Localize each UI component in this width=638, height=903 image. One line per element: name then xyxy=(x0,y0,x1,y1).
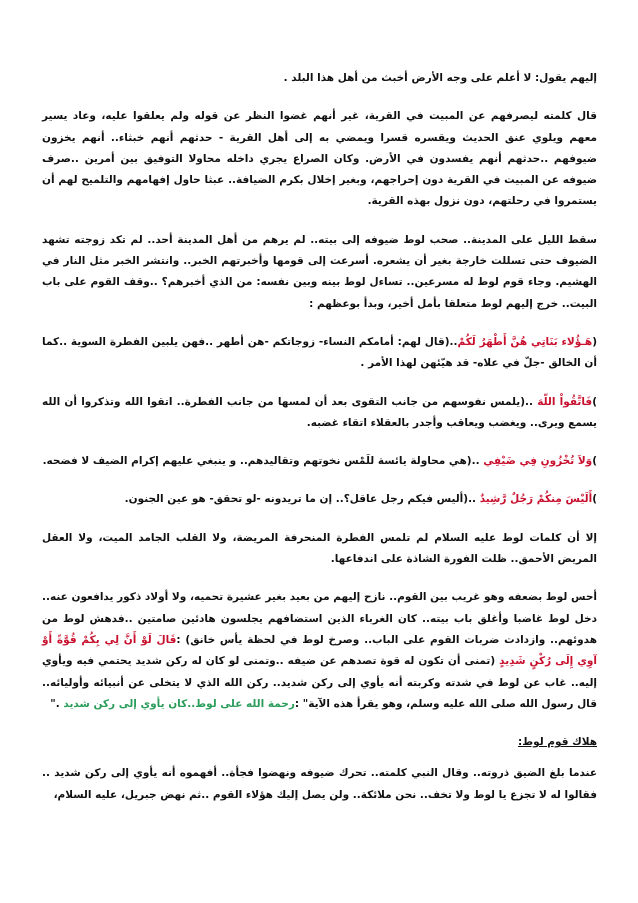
document-body xyxy=(42,68,597,806)
quran-quote: قَالَ لَوْ أَنَّ لِي بِكُمْ قُوَّةً أَوْ آوِي إِلَى رُكْنٍ شَدِيدٍ xyxy=(42,633,597,668)
paragraph-night-falls: سقط الليل على المدينة.. صحب لوط ضيوفه إلى بيته.. لم يرهم من أهل المدينة أحد.. لم تكد زوجته تشهد الضيوف حتى تسللت خارجة بغير أن يشعره. أسرعت إلى قومها وأخبرتهم الخبر.. وانتشر الخبر مثل النار في الهشيم. وجاء قوم لوط له مسرعين.. تساءل لوط بينه وبين نفسه: من الذي أخبرهم؟ ..وقف القوم على باب البيت.. خرج إليهم لوط متعلقا بأمل أخير، وبدأ بوعظهم : xyxy=(42,233,597,310)
section-heading: هلاك قوم لوط: xyxy=(518,736,597,749)
paragraph-quote-fear-allah: )فَاتَّقُواْ اللّهَ ..(يلمس نفوسهم من جانب التقوى بعد أن لمسها من جانب الفطرة.. اتقوا الله وتذكروا أن الله يسمع ويرى.. ويغضب ويعاقب وأجدر بالعقلاء اتقاء غضبه. xyxy=(42,395,597,429)
paragraph-destruction: عندما بلغ الضيق ذروته.. وقال النبي كلمته.. تحرك ضيوفه ونهضوا فجأة.. أفهموه أنه يأوي إلى ركن شديد .. فقالوا له لا تجزع يا لوط ولا تخف.. نحن ملائكة.. ولن يصل إليك هؤلاء القوم ..ثم نهض جبريل، عليه السلام، xyxy=(42,767,597,801)
paragraph-intro: إليهم يقول: لا أعلم على وجه الأرض أخبث من أهل هذا البلد . xyxy=(283,72,597,84)
paragraph-lot-weakness: أحس لوط بضعفه وهو غريب بين القوم.. نازح إليهم من بعيد بغير عشيرة تحميه، ولا أولاد ذكور يدافعون عنه.. دخل لوط غاضبا وأغلق باب بيته.. كان الغرباء الذين استضافهم يجلسون هادئين صامتين ..فدهش لوط من هدوئهم.. وازدادت ضربات القوم على الباب.. وصرخ لوط في لحظة يأس خانق) :قَالَ لَوْ أَنَّ لِي بِكُمْ قُوَّةً أَوْ آوِي إِلَى رُكْنٍ شَدِيدٍ (تمنى أن تكون له قوة تصدهم عن ضيفه ..وتمنى لو كان له ركن شديد يحتمي فيه ويأوي إليه.. غاب عن لوط في شدته وكربته أنه يأوي إلى ركن شديد.. ركن الله الذي لا يتخلى عن أنبيائه وأوليائه.. قال رسول الله صلى الله عليه وسلم، وهو يقرأ هذه الآية" :رحمة الله على لوط..كان يأوي إلى ركن شديد ." xyxy=(42,591,597,710)
paragraph-quote-guests: )وَلاَ تُخْزُونِ فِي ضَيْفِي ..(هي محاولة يائسة للَمْس نخوتهم وتقاليدهم.. و ينبغي عليهم إكرام الضيف لا فضحه. xyxy=(42,455,597,468)
paragraph-lot-warning: قال كلمته ليصرفهم عن المبيت في القرية، غير أنهم غضوا النظر عن قوله ولم يعلقوا عليه، وعاد يسير معهم ويلوي عنق الحديث ويقسره قسرا ويمضي به إلى أهل القرية - حدثهم أنهم خبثاء.. أنهم يخزون ضيوفهم ..حدثهم أنهم يفسدون في الأرض. وكان الصراع يجري داخله محاولا التوفيق بين أمرين ..صرف ضيوفه عن المبيت في القرية دون إحراجهم، وبغير إخلال بكرم الضيافة.. عبثا حاول إفهامهم والتلميح لهم أن يستمروا في رحلتهم، دون نزول بهذه القرية. xyxy=(42,110,597,208)
hadith-quote: رحمة الله على لوط..كان يأوي إلى ركن شديد xyxy=(63,697,295,710)
quran-quote: أَلَيْسَ مِنكُمْ رَجُلٌ رَّشِيدٌ xyxy=(479,493,593,506)
quran-quote: هَـؤُلاء بَنَاتِي هُنَّ أَطْهَرُ لَكُمْ xyxy=(457,335,593,348)
quran-quote: فَاتَّقُواْ اللّهَ xyxy=(537,395,593,408)
paragraph-no-effect: إلا أن كلمات لوط عليه السلام لم تلمس الفطرة المنحرفة المريضة، ولا القلب الجامد الميت، ولا العقل المريض الأحمق.. ظلت الفورة الشاذة على اندفاعها. xyxy=(42,531,597,566)
quran-quote: وَلاَ تُخْزُونِ فِي ضَيْفِي xyxy=(483,455,593,468)
paragraph-quote-daughters: (هَـؤُلاء بَنَاتِي هُنَّ أَطْهَرُ لَكُمْ..(قال لهم: أمامكم النساء- زوجاتكم -هن أطهر ..فهن يلبين الفطرة السوية ..كما أن الخالق -جلّ في علاه- قد هيّئهن لهذا الأمر . xyxy=(42,335,597,370)
paragraph-quote-righteous-man: )أَلَيْسَ مِنكُمْ رَجُلٌ رَّشِيدٌ ..(أليس فيكم رجل عاقل؟.. إن ما تريدونه -لو تحقق- هو عين الجنون. xyxy=(124,493,597,506)
